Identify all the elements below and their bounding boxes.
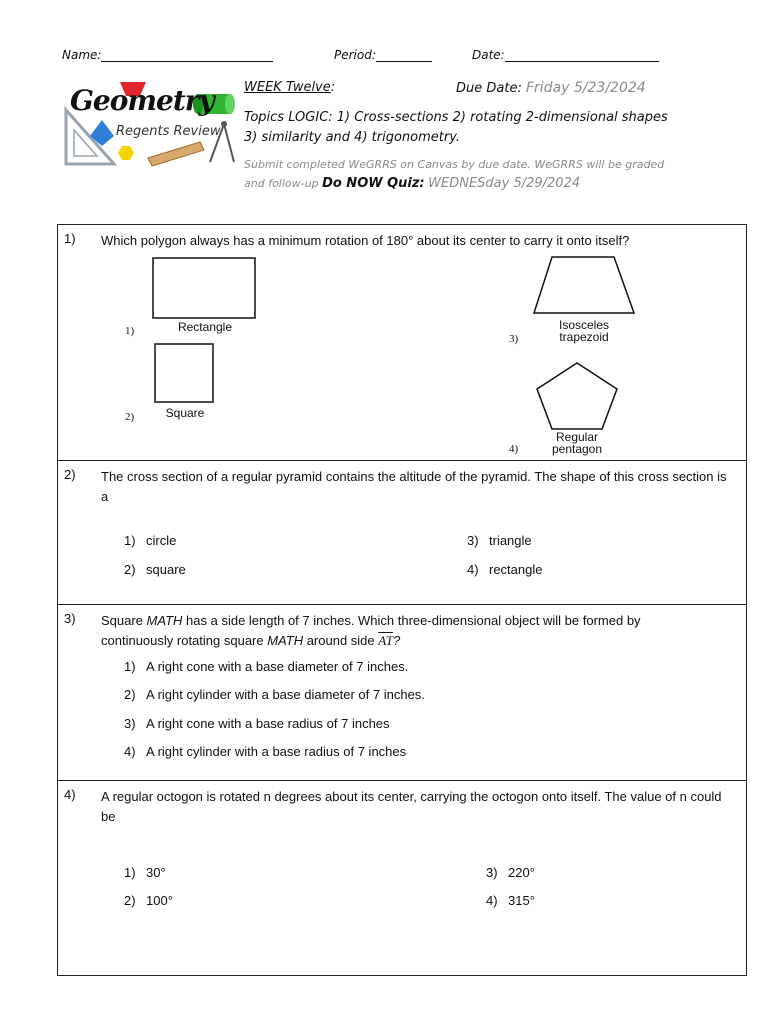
question-number: 2): [64, 467, 76, 482]
choice-text: circle: [146, 533, 177, 548]
name-blank[interactable]: [101, 61, 273, 62]
topics-line-2: 3) similarity and 4) trigonometry.: [244, 130, 461, 145]
date-label: Date:: [472, 48, 505, 62]
answer-choice[interactable]: [124, 533, 176, 548]
choice-label-line-1: Regular: [555, 430, 599, 444]
choice-label: [538, 319, 630, 343]
week-label: WEEK Twelve: [244, 80, 331, 95]
week-title: [244, 80, 335, 95]
choice-number: 2): [124, 893, 136, 908]
choice-text: A right cone with a base diameter of 7 inches.: [146, 659, 409, 674]
text-part: ?: [392, 633, 401, 648]
submit-line-1: Submit completed WeGRRS on Canvas by due date. WeGRRS will be graded: [244, 158, 665, 171]
name-field[interactable]: [62, 48, 273, 62]
text-part: continuously rotating square: [101, 633, 268, 648]
choice-number: 3): [124, 716, 136, 731]
text-part: around side: [303, 633, 379, 648]
name-label: Name:: [62, 48, 102, 62]
period-label: Period:: [334, 48, 376, 62]
quiz-label: Do NOW Quiz:: [322, 176, 425, 191]
choice-text: square: [146, 562, 186, 577]
topics-line-1: Topics LOGIC: 1) Cross-sections 2) rotating 2-dimensional shapes: [244, 110, 668, 125]
logo-title: Geometry: [70, 84, 214, 117]
logo-subtitle: Regents Review: [116, 124, 221, 139]
week-colon: :: [330, 80, 336, 95]
choice-label: Square: [165, 406, 205, 420]
answer-choice[interactable]: [124, 659, 408, 674]
choice-text: rectangle: [489, 562, 543, 577]
answer-choice[interactable]: [124, 716, 390, 731]
question-text-line-1: [101, 611, 732, 631]
period-blank[interactable]: [376, 61, 432, 62]
regular-pentagon-shape: [534, 361, 620, 431]
answer-choice[interactable]: [124, 893, 173, 908]
choice-number: 1): [124, 865, 136, 880]
choice-number: 1): [125, 325, 135, 337]
choice-label: [532, 431, 622, 455]
choice-text: triangle: [489, 533, 532, 548]
question-3: [57, 604, 747, 780]
question-text: [101, 611, 732, 651]
choice-number: 4): [467, 562, 479, 577]
due-label: Due Date:: [456, 81, 522, 96]
segment-label: $\overline{AT}$: [378, 633, 393, 648]
choice-text: 30°: [146, 865, 166, 880]
answer-choice[interactable]: [486, 865, 535, 880]
answer-choice[interactable]: [124, 562, 186, 577]
answer-choice[interactable]: [124, 744, 406, 759]
choice-number: 4): [509, 443, 519, 455]
choice-label-line-1: Isosceles: [558, 318, 610, 332]
choice-text: A right cylinder with a base diameter of 7 inches.: [146, 687, 425, 702]
date-blank[interactable]: [505, 61, 659, 62]
square-name: MATH: [267, 633, 304, 648]
choice-text: 100°: [146, 893, 173, 908]
choice-label-line-2: pentagon: [551, 442, 603, 456]
choice-text: A right cylinder with a base radius of 7 inches: [146, 744, 407, 759]
isosceles-trapezoid-shape: [532, 255, 636, 315]
answer-choice[interactable]: [124, 865, 166, 880]
choice-number: 1): [124, 659, 136, 674]
question-number: 1): [64, 231, 76, 246]
question-4: [57, 780, 747, 976]
choice-number: 1): [124, 533, 136, 548]
submit-line-2: [244, 176, 580, 191]
question-text-line-2: [101, 631, 732, 651]
text-part: Square: [101, 613, 147, 628]
question-2: [57, 460, 747, 604]
answer-choice[interactable]: [124, 687, 425, 702]
due-date: [456, 80, 646, 96]
choice-number: 4): [486, 893, 498, 908]
choice-number: 3): [486, 865, 498, 880]
answer-choice[interactable]: [467, 562, 542, 577]
answer-choice[interactable]: [486, 893, 535, 908]
choice-text: 315°: [508, 893, 535, 908]
choice-number: 3): [467, 533, 479, 548]
choice-text: 220°: [508, 865, 535, 880]
answer-choice[interactable]: [467, 533, 532, 548]
question-text: The cross section of a regular pyramid contains the altitude of the pyramid. The shape of this cross section is a: [101, 469, 727, 504]
square-name: MATH: [146, 613, 183, 628]
choice-label: Rectangle: [177, 320, 233, 334]
question-text: A regular octogon is rotated n degrees about its center, carrying the octogon onto itself. The value of n could be: [101, 789, 722, 824]
geometry-logo: [64, 80, 240, 170]
quiz-value: WEDNESday 5/29/2024: [428, 176, 581, 191]
choice-number: 3): [509, 333, 519, 345]
period-field[interactable]: [334, 48, 432, 62]
square-shape: [154, 343, 216, 405]
choice-text: A right cone with a base radius of 7 inches: [146, 716, 390, 731]
question-number: 3): [64, 611, 76, 626]
text-part: has a side length of 7 inches. Which three-dimensional object will be formed by: [182, 613, 641, 628]
choice-number: 2): [124, 562, 136, 577]
date-field[interactable]: [472, 48, 659, 62]
question-text: Which polygon always has a minimum rotation of 180° about its center to carry it onto itself?: [101, 233, 630, 248]
rectangle-shape: [152, 257, 258, 321]
choice-label-line-2: trapezoid: [559, 330, 609, 344]
question-1: [57, 224, 747, 460]
choice-number: 2): [124, 687, 136, 702]
due-value: Friday 5/23/2024: [525, 80, 646, 96]
choice-number: 4): [124, 744, 136, 759]
submit-prefix: and follow-up: [244, 177, 323, 190]
choice-number: 2): [125, 411, 135, 423]
question-number: 4): [64, 787, 76, 802]
